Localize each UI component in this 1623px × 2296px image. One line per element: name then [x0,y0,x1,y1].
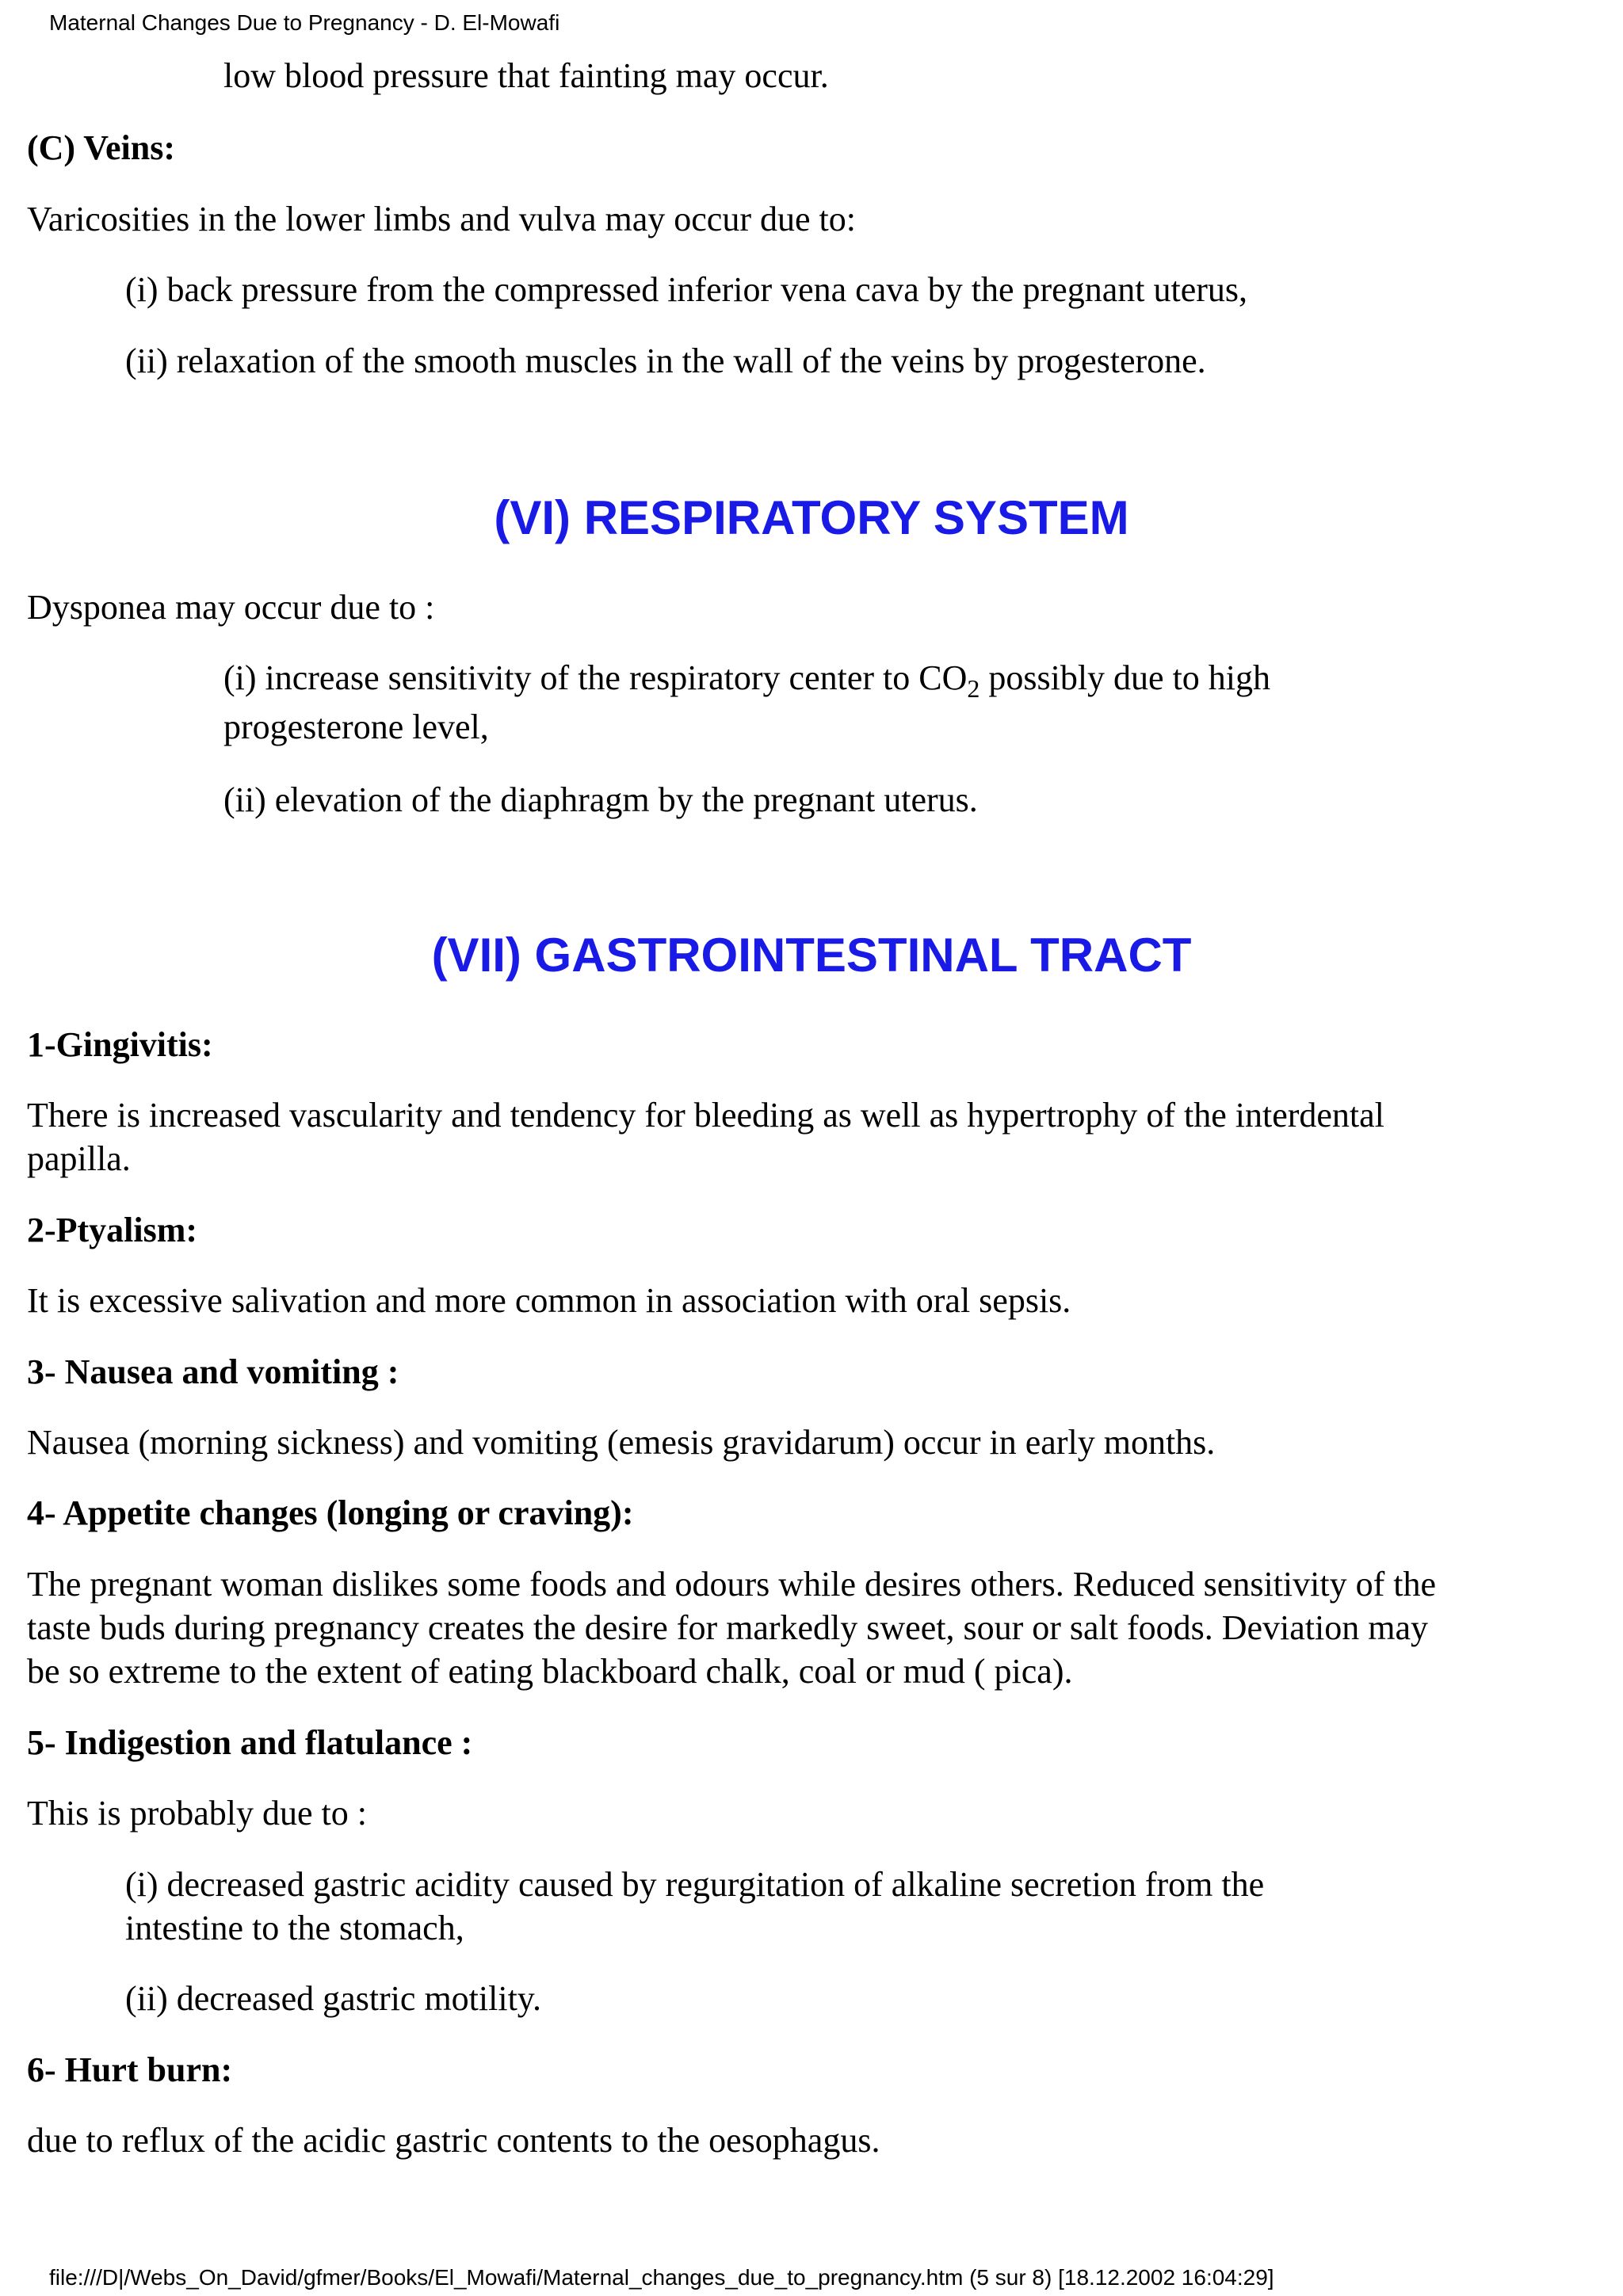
appetite-line-3: be so extreme to the extent of eating blackboard chalk, coal or mud ( pica). [27,1652,1073,1691]
gingivitis-line-2: papilla. [27,1139,131,1178]
indigestion-item-1: (i) decreased gastric acidity caused by regurgitation of alkaline secretion from the [125,1865,1265,1904]
veins-item-2: (ii) relaxation of the smooth muscles in the wall of the veins by progesterone. [125,341,1206,380]
page-header: Maternal Changes Due to Pregnancy - D. El-Mowafi [49,10,560,35]
gingivitis-heading: 1-Gingivitis: [27,1025,213,1064]
respiratory-item-1 [223,656,1271,703]
respiratory-title: (VI) RESPIRATORY SYSTEM [494,491,1129,544]
respiratory-item-1-continued: progesterone level, [223,707,489,746]
nausea-line: Nausea (morning sickness) and vomiting (emesis gravidarum) occur in early months. [27,1423,1216,1462]
appetite-heading: 4- Appetite changes (longing or craving): [27,1493,634,1532]
indigestion-intro: This is probably due to : [27,1794,367,1833]
gi-title: (VII) GASTROINTESTINAL TRACT [431,929,1192,982]
nausea-heading: 3- Nausea and vomiting : [27,1352,399,1391]
indigestion-heading: 5- Indigestion and flatulance : [27,1723,473,1762]
continued-line: low blood pressure that fainting may occur. [223,56,829,95]
indigestion-item-1-continued: intestine to the stomach, [125,1909,464,1947]
heartburn-heading: 6- Hurt burn: [27,2050,233,2089]
respiratory-intro: Dysponea may occur due to : [27,588,435,627]
veins-item-1: (i) back pressure from the compressed inferior vena cava by the pregnant uterus, [125,270,1247,309]
appetite-line-2: taste buds during pregnancy creates the desire for markedly sweet, sour or salt foods. Deviation may [27,1608,1429,1647]
veins-heading: (C) Veins: [27,128,176,167]
co2-subscript: 2 [967,674,980,703]
respiratory-item-2: (ii) elevation of the diaphragm by the pregnant uterus. [223,780,978,819]
ptyalism-heading: 2-Ptyalism: [27,1211,198,1249]
appetite-line-1: The pregnant woman dislikes some foods and odours while desires others. Reduced sensitivity of the [27,1565,1436,1604]
gingivitis-line-1: There is increased vascularity and tendency for bleeding as well as hypertrophy of the interdental [27,1096,1384,1135]
respiratory-item-1-text-a: (i) increase sensitivity of the respiratory center to CO [223,658,968,697]
ptyalism-line: It is excessive salivation and more common in association with oral sepsis. [27,1281,1071,1320]
indigestion-item-2: (ii) decreased gastric motility. [125,1979,541,2018]
page-footer-path: file:///D|/Webs_On_David/gfmer/Books/El_Mowafi/Maternal_changes_due_to_pregnancy.htm (5 sur 8) [18.12.2002 16:04:29] [49,2265,1274,2290]
veins-intro: Varicosities in the lower limbs and vulva may occur due to: [27,200,856,238]
heartburn-line: due to reflux of the acidic gastric contents to the oesophagus. [27,2121,880,2160]
respiratory-item-1-text-b: possibly due to high [980,658,1271,697]
